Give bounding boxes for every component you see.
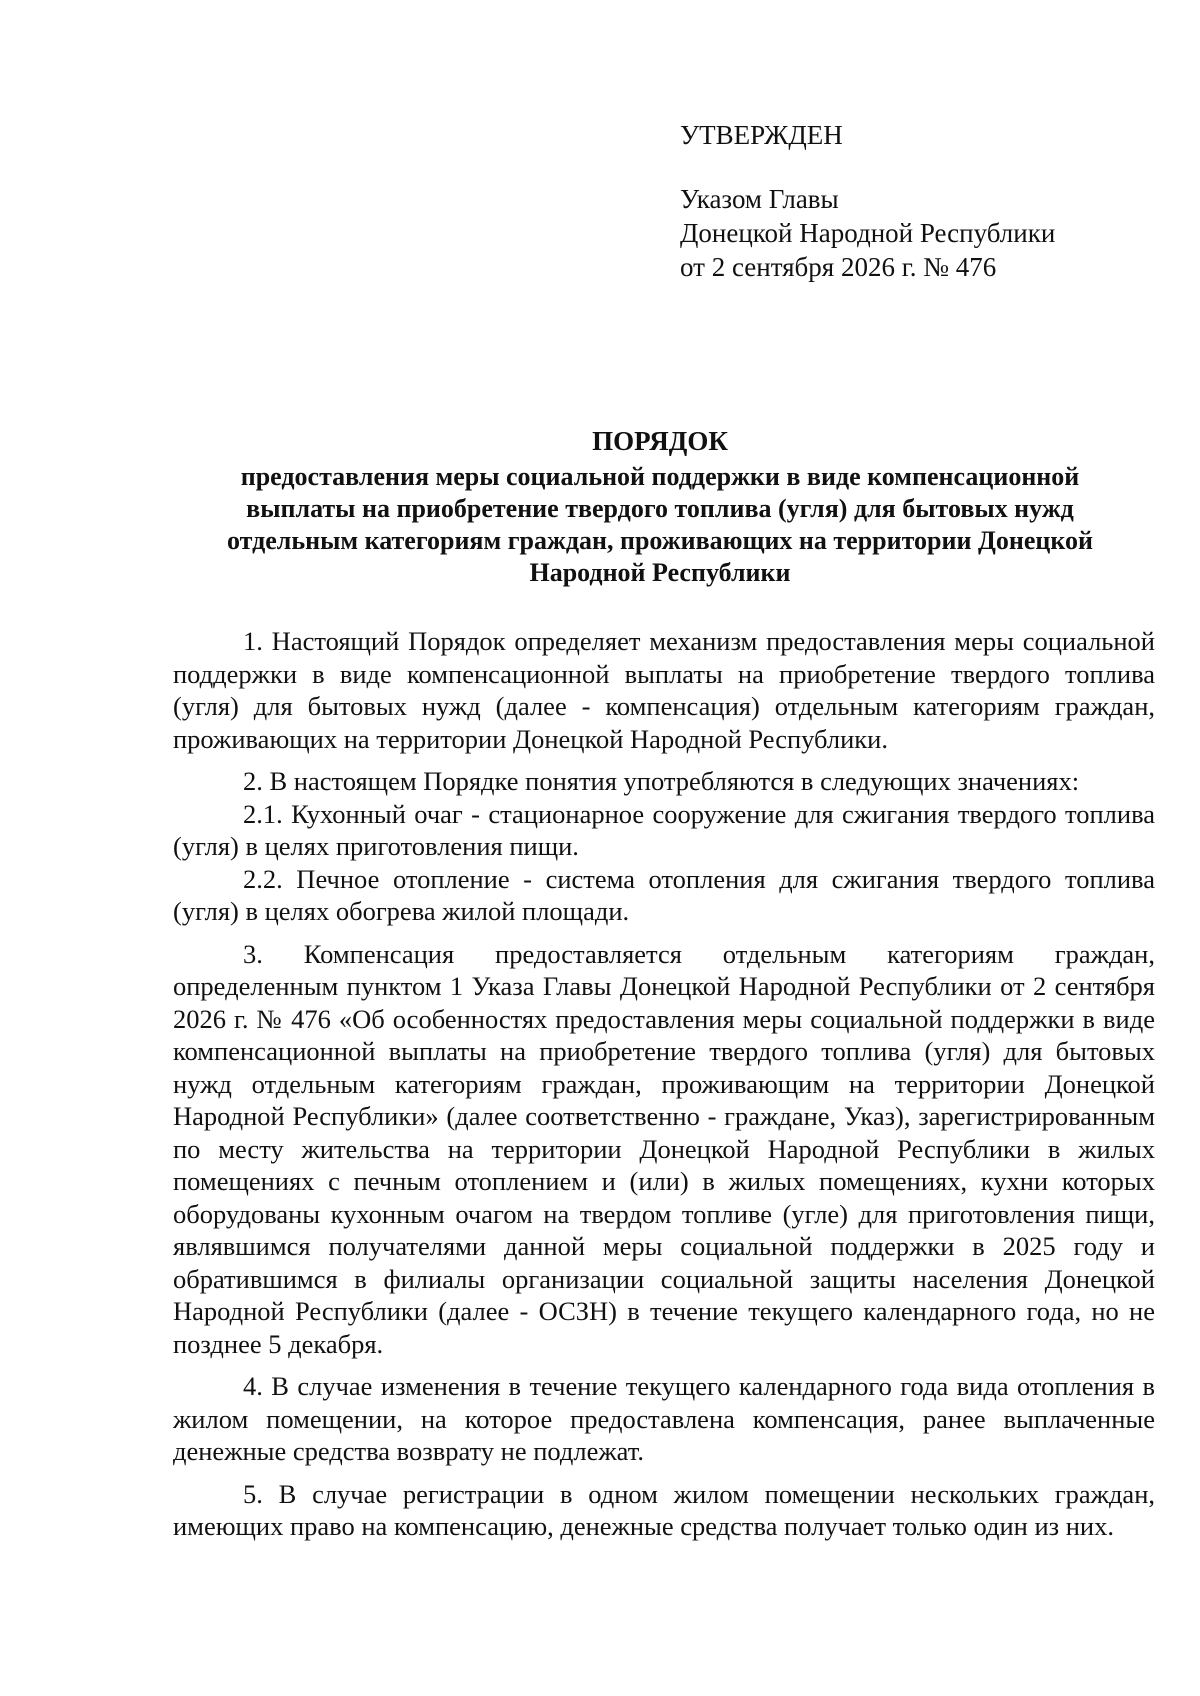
document-body [173,625,1155,1543]
approval-line-2: Донецкой Народной Республики [680,218,1056,248]
approval-title: УТВЕРЖДЕН [680,120,843,150]
heading-title: ПОРЯДОК [592,426,728,456]
paragraph-1: 1. Настоящий Порядок определяет механизм предоставления меры социальной поддержки в виде компенсационной выплаты на приобретение твердого топлива (угля) для бытовых нужд (далее - компенсация) отдельным категориям граждан, проживающих на территории Донецкой Народной Республики. [173,626,1155,754]
approval-line-1: Указом Главы [680,184,839,214]
paragraph-3: 3. Компенсация предоставляется отдельным категориям граждан, определенным пунктом 1 Указа Главы Донецкой Народной Республики от 2 сентября 2026 г. № 476 «Об особенностях предоставления меры социальной поддержки в виде компенсационной выплаты на приобретение твердого топлива (угля) для бытовых нужд отдельным категориям граждан, проживающим на территории Донецкой Народной Республики» (далее соответственно - граждане, Указ), зарегистрированным по месту жительства на территории Донецкой Народной Республики в жилых помещениях с печным отоплением и (или) в жилых помещениях, кухни которых оборудованы кухонным очагом на твердом топливе (угле) для приготовления пищи, являвшимся получателями данной меры социальной поддержки в 2025 году и обратившимся в филиалы организации социальной защиты населения Донецкой Народной Республики (далее - ОСЗН) в течение текущего календарного года, но не позднее 5 декабря. [173,938,1155,1359]
paragraph-2: 2. В настоящем Порядке понятия употребляются в следующих значениях: [243,766,1080,796]
paragraph-4: 4. В случае изменения в течение текущего календарного года вида отопления в жилом помещении, на которое предоставлена компенсация, ранее выплаченные денежные средства возврату не подлежат. [173,1371,1155,1466]
approval-line-3: от 2 сентября 2026 г. № 476 [680,252,997,282]
paragraph-2-1: 2.1. Кухонный очаг - стационарное сооружение для сжигания твердого топлива (угля) в целях приготовления пищи. [173,798,1155,861]
paragraph-5: 5. В случае регистрации в одном жилом помещении нескольких граждан, имеющих право на компенсацию, денежные средства получает только один из них. [173,1478,1155,1541]
document-heading [200,425,1120,589]
paragraph-2-2: 2.2. Печное отопление - система отопления для сжигания твердого топлива (угля) в целях обогрева жилой площади. [173,863,1155,926]
heading-subtitle: предоставления меры социальной поддержки в виде компенсационной выплаты на приобретение твердого топлива (угля) для бытовых нужд отдельным категориям граждан, проживающих на территории Донецкой Народной Республики [227,462,1093,587]
approval-stamp [680,118,1055,284]
